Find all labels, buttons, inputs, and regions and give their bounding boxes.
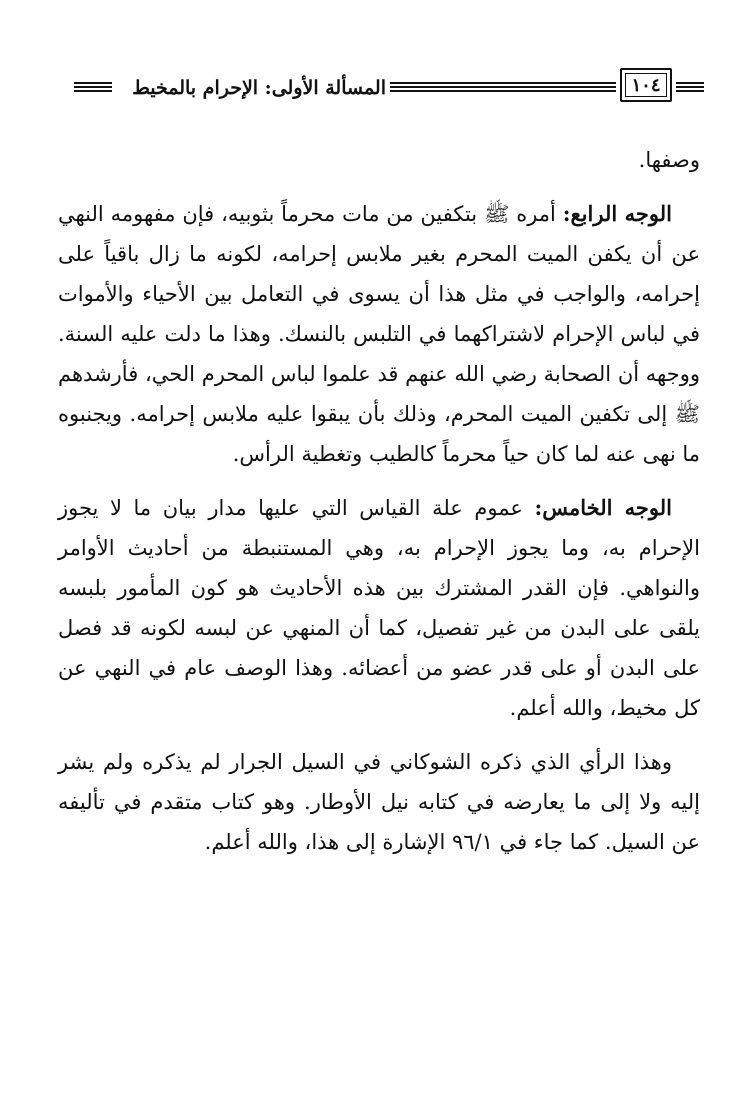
page-number: ١٠٤ bbox=[625, 73, 667, 97]
paragraph-text: وصفها. bbox=[638, 148, 700, 172]
paragraph-lead-heading: الوجه الخامس: bbox=[534, 495, 672, 520]
paragraph-fifth-aspect bbox=[58, 488, 700, 728]
page-number-frame bbox=[620, 68, 672, 102]
running-header bbox=[56, 68, 701, 112]
header-ornament-rule-left bbox=[74, 82, 112, 94]
header-ornament-rule-middle bbox=[390, 82, 616, 94]
header-ornament-rule-right bbox=[676, 82, 704, 94]
paragraph-continuation bbox=[58, 140, 700, 180]
paragraph-text: وهذا الرأي الذي ذكره الشوكاني في السيل الجرار لم يذكره ولم يشر إليه ولا إلى ما يعارضه في كتابه نيل الأوطار. وهو كتاب متقدم في تأليفه عن السيل. كما جاء في ٩٦/١ الإشارة إلى هذا، والله أعلم. bbox=[58, 750, 700, 854]
paragraph-shawkani-note bbox=[58, 742, 700, 862]
body-text bbox=[58, 140, 700, 862]
paragraph-text: عموم علة القياس التي عليها مدار بيان ما لا يجوز الإحرام به، وما يجوز الإحرام به، وهي المستنبطة من أحاديث الأوامر والنواهي. فإن القدر المشترك بين هذه الأحاديث هو كون المأمور بلبسه يلقى على البدن من غير تفصيل، كما أن المنهي عن لبسه لكونه قد فصل على البدن أو على قدر عضو من أعضائه. وهذا الوصف عام في النهي عن كل مخيط، والله أعلم. bbox=[58, 496, 700, 720]
paragraph-text: أمره ﷺ بتكفين من مات محرماً بثوبيه، فإن مفهومه النهي عن أن يكفن الميت المحرم بغير ملابس إحرامه، لكونه ما زال باقياً على إحرامه، والواجب في مثل هذا أن يسوى في التعامل بين الأحياء والأموات في لباس الإحرام لاشتراكهما في التلبس بالنسك. وهذا ما دلت عليه السنة. ووجهه أن الصحابة رضي الله عنهم قد علموا لباس المحرم الحي، فأرشدهم ﷺ إلى تكفين الميت المحرم، وذلك بأن يبقوا عليه ملابس إحرامه. ويجنبوه ما نهى عنه لما كان حياً محرماً كالطيب وتغطية الرأس. bbox=[58, 202, 700, 466]
paragraph-lead-heading: الوجه الرابع: bbox=[562, 201, 672, 226]
paragraph-fourth-aspect bbox=[58, 194, 700, 474]
chapter-title: المسألة الأولى: الإحرام بالمخيط bbox=[132, 77, 386, 99]
